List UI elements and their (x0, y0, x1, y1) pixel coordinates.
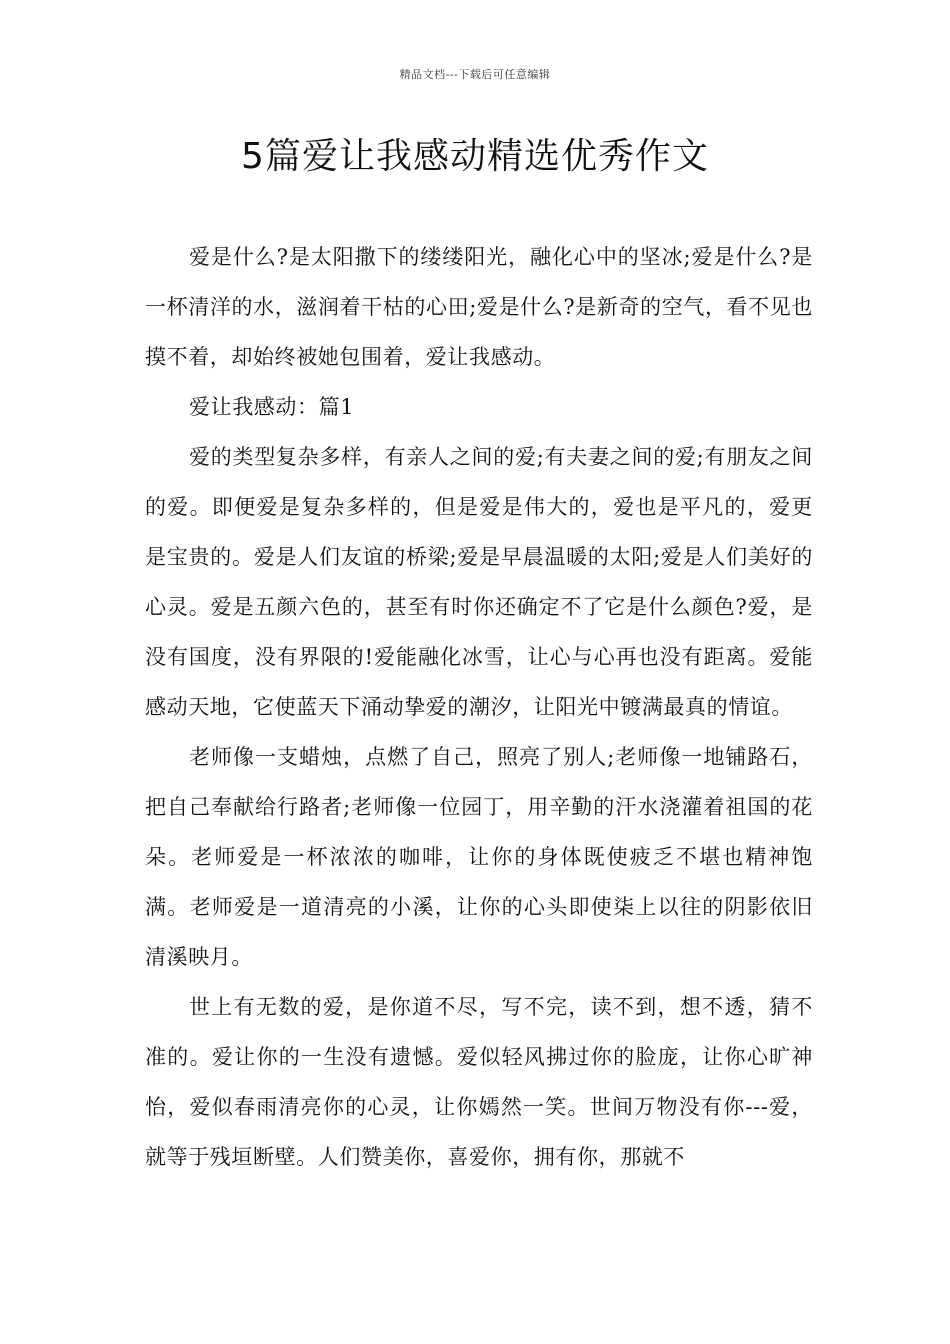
paragraph-countless-love: 世上有无数的爱，是你道不尽，写不完，读不到，想不透，猜不准的。爱让你的一生没有遗憾。爱似轻风拂过你的脸庞，让你心旷神怡，爱似春雨清亮你的心灵，让你嫣然一笑。世间万物没有你---爱，就等于残垣断壁。人们赞美你，喜爱你，拥有你，那就不 (145, 995, 813, 1169)
paragraph-love-types: 爱的类型复杂多样，有亲人之间的爱;有夫妻之间的爱;有朋友之间的爱。即便爱是复杂多样的，但是爱是伟大的，爱也是平凡的，爱更是宝贵的。爱是人们友谊的桥梁;爱是早晨温暖的太阳;爱是人们美好的心灵。爱是五颜六色的，甚至有时你还确定不了它是什么颜色?爱，是没有国度，没有界限的!爱能融化冰雪，让心与心再也没有距离。爱能感动天地，它使蓝天下涌动挚爱的潮汐，让阳光中镀满最真的情谊。 (145, 445, 813, 719)
page-header: 精品文档---下载后可任意编辑 (399, 68, 551, 81)
document-title: 5篇爱让我感动精选优秀作文 (241, 136, 709, 177)
paragraph-intro: 爱是什么?是太阳撒下的缕缕阳光，融化心中的坚冰;爱是什么?是一杯清洋的水，滋润着干枯的心田;爱是什么?是新奇的空气，看不见也摸不着，却始终被她包围着，爱让我感动。 (145, 245, 813, 369)
document-body (145, 232, 813, 1182)
section-heading: 爱让我感动：篇1 (189, 395, 355, 419)
paragraph-teacher: 老师像一支蜡烛，点燃了自己，照亮了别人;老师像一地铺路石，把自己奉献给行路者;老师像一位园丁，用辛勤的汗水浇灌着祖国的花朵。老师爱是一杯浓浓的咖啡，让你的身体既使疲乏不堪也精神饱满。老师爱是一道清亮的小溪，让你的心头即使柒上以往的阴影依旧清溪映月。 (145, 745, 813, 969)
